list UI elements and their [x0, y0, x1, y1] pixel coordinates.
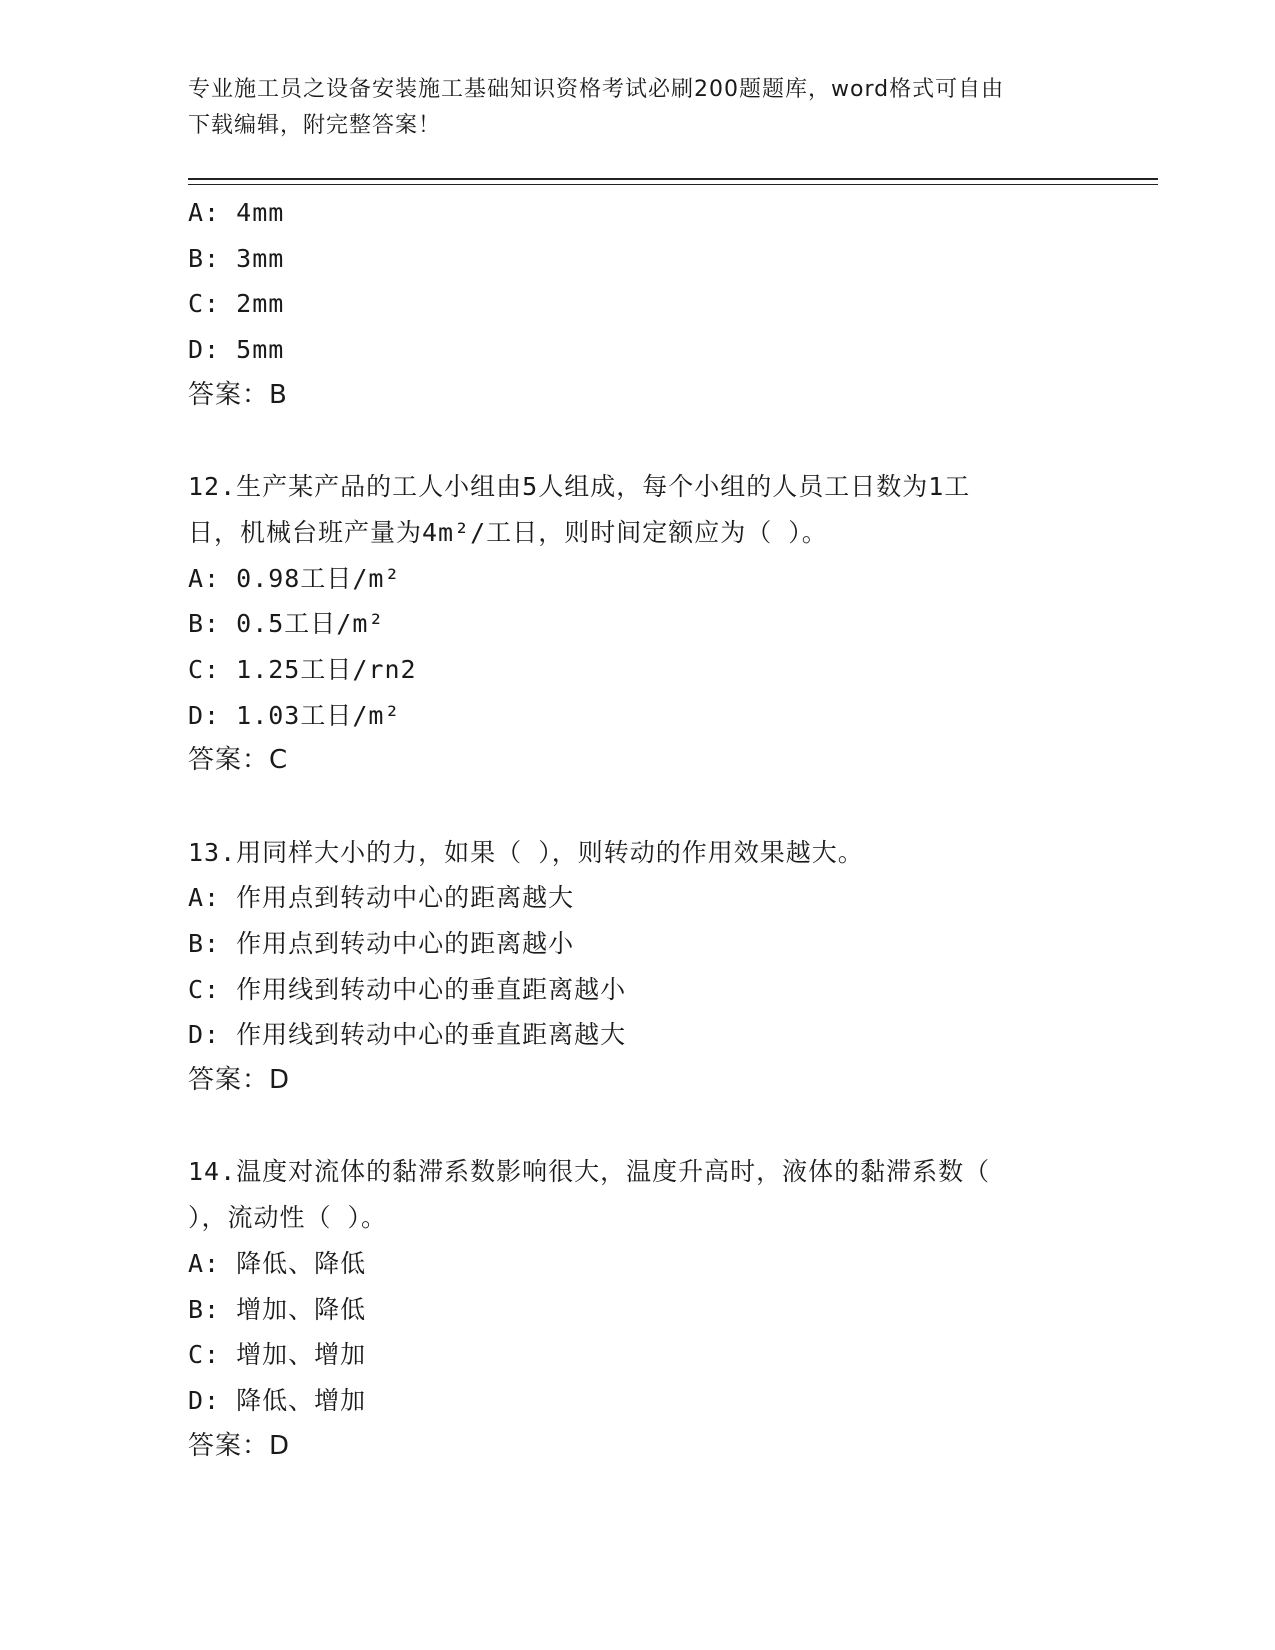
option-a: A: 0.98工日/m²	[188, 563, 401, 593]
option-c: C: 2mm	[188, 289, 285, 319]
option-c: C: 1.25工日/rn2	[188, 654, 417, 684]
answer: 答案：D	[188, 1065, 291, 1096]
option-d: D: 降低、增加	[188, 1385, 367, 1415]
question-stem: 13.用同样大小的力，如果（ ），则转动的作用效果越大。	[188, 837, 864, 867]
option-b: B: 作用点到转动中心的距离越小	[188, 929, 575, 958]
question-stem: 14.温度对流体的黏滞系数影响很大，温度升高时，液体的黏滞系数（	[188, 1157, 991, 1187]
header-divider-thin	[188, 184, 1158, 185]
answer: 答案：B	[188, 379, 288, 410]
option-d: D: 1.03工日/m²	[188, 700, 401, 730]
option-b: B: 0.5工日/m²	[188, 609, 385, 639]
question-stem: 12.生产某产品的工人小组由5人组成，每个小组的人员工日数为1工	[188, 472, 971, 502]
document-header	[188, 72, 1088, 144]
header-line-1: 专业施工员之设备安装施工基础知识资格考试必刷200题题库，word格式可自由	[188, 77, 1005, 102]
option-a: A: 4mm	[188, 198, 285, 227]
question-stem-cont: 日，机械台班产量为4m²/工日，则时间定额应为（ ）。	[188, 517, 828, 547]
option-b: B: 3mm	[188, 243, 285, 273]
option-b: B: 增加、降低	[188, 1294, 367, 1324]
option-d: D: 作用线到转动中心的垂直距离越大	[188, 1020, 627, 1050]
question-11	[188, 190, 1088, 418]
answer: 答案：C	[188, 745, 289, 776]
option-d: D: 5mm	[188, 335, 285, 365]
question-12	[188, 464, 1088, 784]
header-divider-thick	[188, 178, 1158, 180]
option-a: A: 降低、降低	[188, 1248, 367, 1278]
option-c: C: 增加、增加	[188, 1340, 367, 1370]
question-content	[188, 190, 1088, 1469]
question-13	[188, 830, 1088, 1104]
answer: 答案：D	[188, 1430, 291, 1461]
question-14	[188, 1149, 1088, 1469]
option-a: A: 作用点到转动中心的距离越大	[188, 883, 575, 913]
question-stem-cont: ），流动性（ ）。	[188, 1203, 388, 1233]
header-line-2: 下载编辑，附完整答案！	[188, 113, 442, 138]
option-c: C: 作用线到转动中心的垂直距离越小	[188, 974, 627, 1004]
